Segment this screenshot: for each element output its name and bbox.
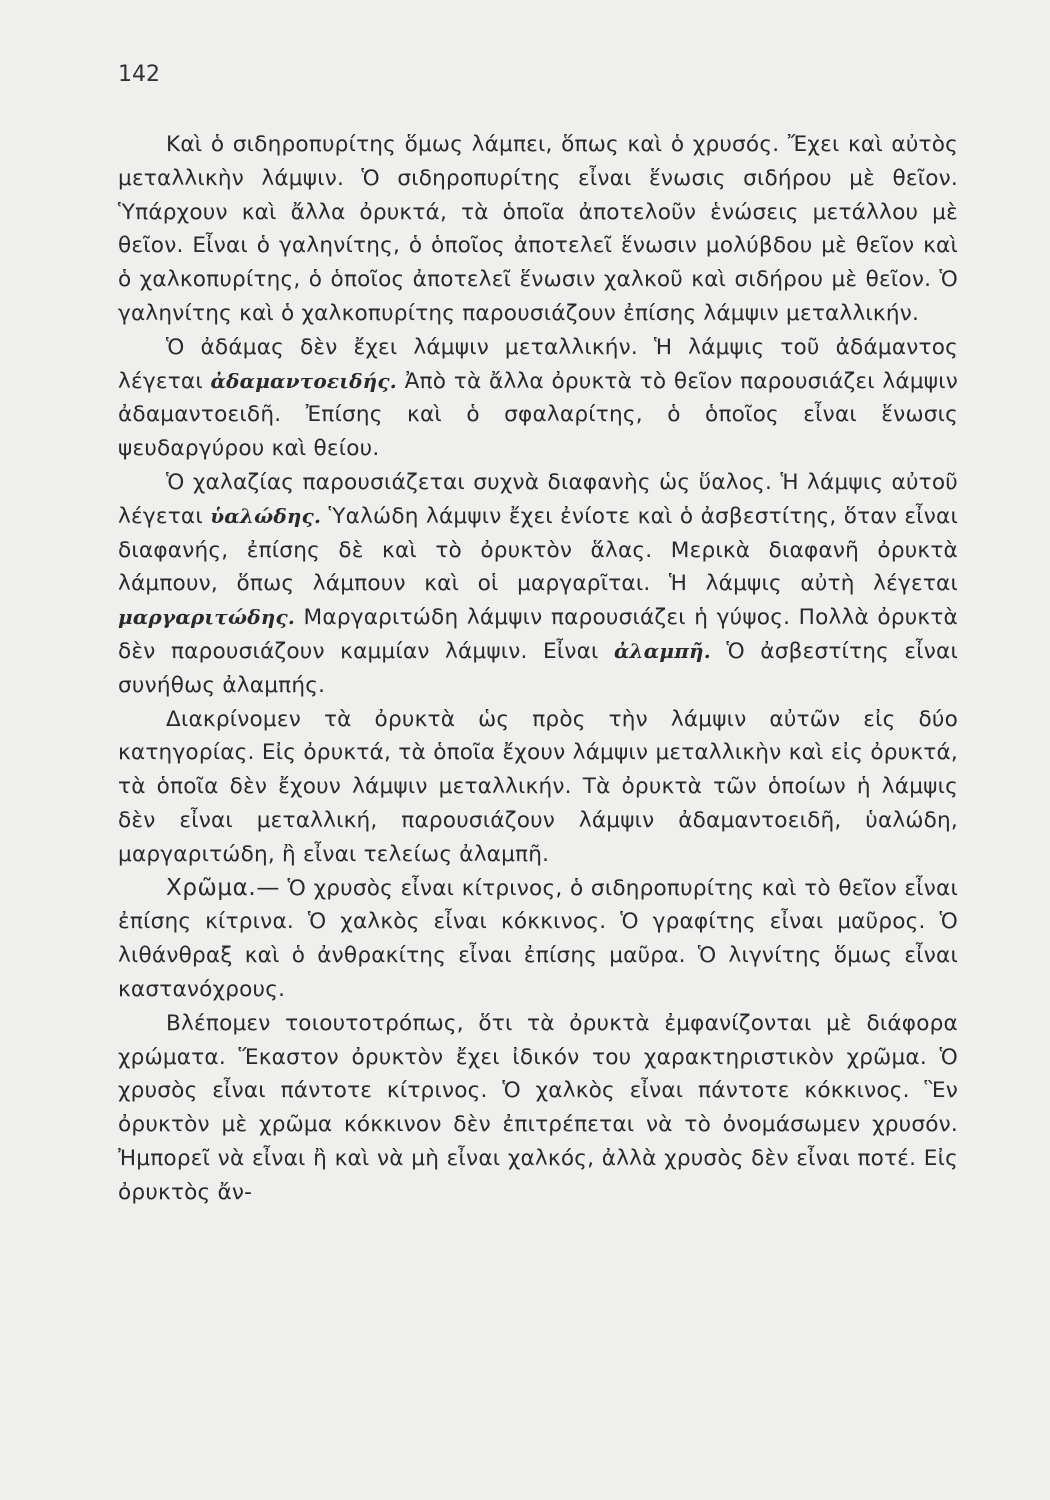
paragraph [118, 331, 958, 466]
paragraph [118, 128, 958, 331]
emphasized-term: μαργαριτώδης. [118, 605, 296, 630]
emphasized-term: ἀλαμπῆ. [613, 638, 711, 663]
emphasized-term: ὑαλώδης. [210, 503, 322, 528]
paragraph-text: Ὑαλώδη λάμψιν ἔχει ἐνίοτε καὶ ὁ ἀσβεστίτης, ὅταν εἶναι διαφανής, ἐπίσης δὲ καὶ τὸ ὀρυκτὸν ἅλας. Μερικὰ διαφανῆ ὀρυκτὰ λάμπουν, ὅπως λάμπουν καὶ οἱ μαργαρῖται. Ἡ λάμψις αὐτὴ λέγεται [118, 503, 958, 597]
paragraph [118, 466, 958, 703]
paragraph-text: Βλέπομεν τοιουτοτρόπως, ὅτι τὰ ὀρυκτὰ ἐμφανίζονται μὲ διάφορα χρώματα. Ἕκαστον ὀρυκτὸν ἔχει ἰδικόν του χαρακτηριστικὸν χρῶμα. Ὁ χρυσὸς εἶναι πάντοτε κίτρινος. Ὁ χαλκὸς εἶναι πάντοτε κόκκινος. Ἓν ὀρυκτὸν μὲ χρῶμα κόκκινον δὲν ἐπιτρέπεται νὰ τὸ ὀνομάσωμεν χρυσόν. Ἠμπορεῖ νὰ εἶναι ἢ καὶ νὰ μὴ εἶναι χαλκός, ἀλλὰ χρυσὸς δὲν εἶναι ποτέ. Εἰς ὀρυκτὸς ἄν- [118, 1010, 958, 1205]
paragraph-text: Ὁ χαλαζίας παρουσιάζεται συχνὰ διαφανὴς ὡς ὕαλος. Ἡ λάμψις αὐτοῦ λέγεται [118, 469, 958, 529]
paragraph-text: Ὁ ἀδάμας δὲν ἔχει λάμψιν μεταλλικήν. Ἡ λάμψις τοῦ ἀδάμαντος λέγεται [118, 334, 958, 394]
paragraph [118, 703, 958, 872]
section-heading: Χρῶμα.— [166, 874, 280, 901]
paragraph [118, 872, 958, 1007]
paragraph-text: Ὁ χρυσὸς εἶναι κίτρινος, ὁ σιδηροπυρίτης καὶ τὸ θεῖον εἶναι ἐπίσης κίτρινα. Ὁ χαλκὸς εἶναι κόκκινος. Ὁ γραφίτης εἶναι μαῦρος. Ὁ λιθάνθραξ καὶ ὁ ἀνθρακίτης εἶναι ἐπίσης μαῦρα. Ὁ λιγνίτης ὅμως εἶναι καστανόχρους. [118, 875, 958, 1002]
paragraph [118, 1007, 958, 1210]
page-number: 142 [118, 62, 160, 87]
paragraph-text: Μαργαριτώδη λάμψιν παρουσιάζει ἡ γύψος. Πολλὰ ὀρυκτὰ δὲν παρουσιάζουν καμμίαν λάμψιν. Εἶναι [118, 605, 958, 664]
paragraph-text: Καὶ ὁ σιδηροπυρίτης ὅμως λάμπει, ὅπως καὶ ὁ χρυσός. Ἔχει καὶ αὐτὸς μεταλλικὴν λάμψιν. Ὁ σιδηροπυρίτης εἶναι ἕνωσις σιδήρου μὲ θεῖον. Ὑπάρχουν καὶ ἄλλα ὀρυκτά, τὰ ὁποῖα ἀποτελοῦν ἑνώσεις μετάλλου μὲ θεῖον. Εἶναι ὁ γαληνίτης, ὁ ὁποῖος ἀποτελεῖ ἕνωσιν μολύβδου μὲ θεῖον καὶ ὁ χαλκοπυρίτης, ὁ ὁποῖος ἀποτελεῖ ἕνωσιν χαλκοῦ καὶ σιδήρου μὲ θεῖον. Ὁ γαληνίτης καὶ ὁ χαλκοπυρίτης παρουσιάζουν ἐπίσης λάμψιν μεταλλικήν. [118, 132, 958, 326]
paragraph-text: Ὁ ἀσβεστίτης εἶναι συνήθως ἀλαμπής. [118, 638, 958, 698]
paragraph-text: Διακρίνομεν τὰ ὀρυκτὰ ὡς πρὸς τὴν λάμψιν αὐτῶν εἰς δύο κατηγορίας. Εἰς ὀρυκτά, τὰ ὁποῖα ἔχουν λάμψιν μεταλλικὴν καὶ εἰς ὀρυκτά, τὰ ὁποῖα δὲν ἔχουν λάμψιν μεταλλικήν. Τὰ ὀρυκτὰ τῶν ὁποίων ἡ λάμψις δὲν εἶναι μεταλλική, παρουσιάζουν λάμψιν ἀδαμαντοειδῆ, ὑαλώδη, μαργαριτώδη, ἢ εἶναι τελείως ἀλαμπῆ. [118, 706, 958, 867]
paragraph-text: Ἀπὸ τὰ ἄλλα ὀρυκτὰ τὸ θεῖον παρουσιάζει λάμψιν ἀδαμαντοειδῆ. Ἐπίσης καὶ ὁ σφαλαρίτης, ὁ ὁποῖος εἶναι ἕνωσις ψευδαργύρου καὶ θείου. [118, 368, 958, 462]
body-text [118, 128, 958, 1210]
emphasized-term: ἀδαμαντοειδής. [210, 368, 397, 393]
